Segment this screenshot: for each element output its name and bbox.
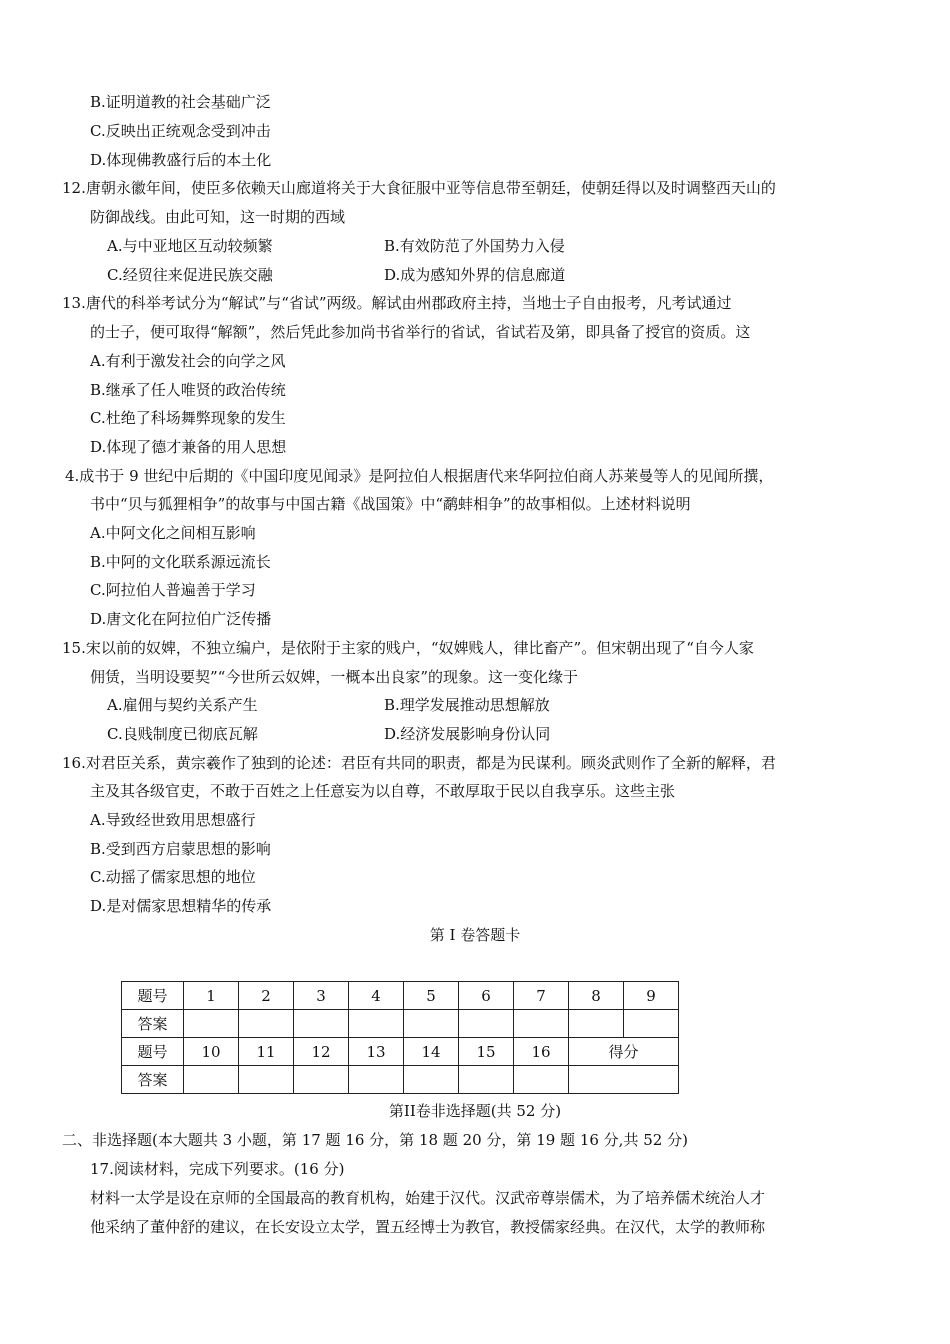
question-number-cell: 9 bbox=[624, 982, 679, 1010]
q13-option-d: D.体现了德才兼备的用人思想 bbox=[90, 438, 287, 456]
answer-cell[interactable] bbox=[349, 1066, 404, 1094]
q13-stem-line2: 的士子，便可取得“解额”，然后凭此参加尚书省举行的省试，省试若及第，即具备了授官的资质。这 bbox=[90, 323, 751, 341]
q15-option-a: A.雇佣与契约关系产生 bbox=[107, 696, 258, 714]
q15-option-b: B.理学发展推动思想解放 bbox=[384, 696, 550, 714]
answer-cell[interactable] bbox=[404, 1010, 459, 1038]
question-number-cell: 5 bbox=[404, 982, 459, 1010]
row-label-answer: 答案 bbox=[122, 1010, 184, 1038]
question-number-cell: 12 bbox=[294, 1038, 349, 1066]
question-number-cell: 16 bbox=[514, 1038, 569, 1066]
answer-cell[interactable] bbox=[349, 1010, 404, 1038]
q16-stem-line1: 16.对君臣关系，黄宗羲作了独到的论述：君臣有共同的职责，都是为民谋利。顾炎武则作了全新的解释，君 bbox=[62, 754, 776, 772]
answer-cell[interactable] bbox=[569, 1010, 624, 1038]
table-row bbox=[122, 1010, 679, 1038]
question-number-cell: 6 bbox=[459, 982, 514, 1010]
q17-heading: 17.阅读材料，完成下列要求。(16 分) bbox=[90, 1160, 345, 1178]
row-label-number: 题号 bbox=[122, 982, 184, 1010]
table-row bbox=[122, 1038, 679, 1066]
q15-option-d: D.经济发展影响身份认同 bbox=[384, 725, 551, 743]
q12-stem-line1: 12.唐朝永徽年间，使臣多依赖天山廊道将关于大食征服中亚等信息带至朝廷，使朝廷得以及时调整西天山的 bbox=[62, 179, 776, 197]
q14-option-a: A.中阿文化之间相互影响 bbox=[90, 524, 256, 542]
score-cell[interactable] bbox=[569, 1066, 679, 1094]
answer-cell[interactable] bbox=[184, 1066, 239, 1094]
q12-option-d: D.成为感知外界的信息廊道 bbox=[384, 266, 566, 284]
part2-title: 第II卷非选择题(共 52 分) bbox=[388, 1102, 562, 1120]
q16-option-d: D.是对儒家思想精华的传承 bbox=[90, 897, 272, 915]
answer-cell[interactable] bbox=[459, 1066, 514, 1094]
table-row bbox=[122, 1066, 679, 1094]
question-number-cell: 3 bbox=[294, 982, 349, 1010]
answer-cell[interactable] bbox=[514, 1066, 569, 1094]
q13-stem-line1: 13.唐代的科举考试分为“解试”与“省试”两级。解试由州郡政府主持，当地士子自由报考，凡考试通过 bbox=[62, 294, 732, 312]
q11-option-c: C.反映出正统观念受到冲击 bbox=[90, 122, 271, 140]
q14-stem-line2: 书中“贝与狐狸相争”的故事与中国古籍《战国策》中“鹬蚌相争”的故事相似。上述材料说明 bbox=[90, 495, 691, 513]
q12-option-a: A.与中亚地区互动较频繁 bbox=[107, 237, 273, 255]
question-number-cell: 11 bbox=[239, 1038, 294, 1066]
q11-option-d: D.体现佛教盛行后的本土化 bbox=[90, 151, 272, 169]
table-row bbox=[122, 982, 679, 1010]
q16-option-a: A.导致经世致用思想盛行 bbox=[90, 811, 256, 829]
q14-option-b: B.中阿的文化联系源远流长 bbox=[90, 553, 271, 571]
question-number-cell: 14 bbox=[404, 1038, 459, 1066]
question-number-cell: 1 bbox=[184, 982, 239, 1010]
answer-cell[interactable] bbox=[459, 1010, 514, 1038]
q16-option-c: C.动摇了儒家思想的地位 bbox=[90, 868, 256, 886]
question-number-cell: 2 bbox=[239, 982, 294, 1010]
answer-cell[interactable] bbox=[184, 1010, 239, 1038]
answer-cell[interactable] bbox=[239, 1066, 294, 1094]
answer-cell[interactable] bbox=[514, 1010, 569, 1038]
answer-cell[interactable] bbox=[239, 1010, 294, 1038]
question-number-cell: 15 bbox=[459, 1038, 514, 1066]
q13-option-a: A.有利于激发社会的向学之风 bbox=[90, 352, 286, 370]
score-label: 得分 bbox=[569, 1038, 679, 1066]
q17-material-line2: 他采纳了董仲舒的建议，在长安设立太学，置五经博士为教官，教授儒家经典。在汉代，太学的教师称 bbox=[90, 1218, 766, 1236]
q15-stem-line2: 佣赁，当明设要契”“今世所云奴婢，一概本出良家”的现象。这一变化缘于 bbox=[90, 668, 579, 686]
q14-option-c: C.阿拉伯人普遍善于学习 bbox=[90, 581, 256, 599]
row-label-number: 题号 bbox=[122, 1038, 184, 1066]
q12-stem-line2: 防御战线。由此可知，这一时期的西域 bbox=[90, 208, 346, 226]
row-label-answer: 答案 bbox=[122, 1066, 184, 1094]
answer-card-table bbox=[121, 981, 679, 1094]
question-number-cell: 7 bbox=[514, 982, 569, 1010]
q12-option-c: C.经贸往来促进民族交融 bbox=[107, 266, 273, 284]
q15-stem-line1: 15.宋以前的奴婢，不独立编户，是依附于主家的贱户，“奴婢贱人，律比畜产”。但宋朝出现了“自今人家 bbox=[62, 639, 754, 657]
q12-option-b: B.有效防范了外国势力入侵 bbox=[384, 237, 565, 255]
question-number-cell: 13 bbox=[349, 1038, 404, 1066]
q16-option-b: B.受到西方启蒙思想的影响 bbox=[90, 840, 271, 858]
question-number-cell: 8 bbox=[569, 982, 624, 1010]
q13-option-b: B.继承了任人唯贤的政治传统 bbox=[90, 381, 286, 399]
answer-card-title: 第 I 卷答题卡 bbox=[429, 926, 521, 944]
answer-cell[interactable] bbox=[404, 1066, 459, 1094]
answer-cell[interactable] bbox=[294, 1010, 349, 1038]
part2-section-heading: 二、非选择题(本大题共 3 小题，第 17 题 16 分，第 18 题 20 分，第 19 题 16 分,共 52 分) bbox=[62, 1131, 688, 1149]
q16-stem-line2: 主及其各级官吏，不敢于百姓之上任意妄为以自尊，不敢厚取于民以自我享乐。这些主张 bbox=[90, 782, 676, 800]
q14-stem-line1: 4.成书于 9 世纪中后期的《中国印度见闻录》是阿拉伯人根据唐代来华阿拉伯商人苏莱曼等人的见闻所撰， bbox=[65, 467, 774, 485]
question-number-cell: 4 bbox=[349, 982, 404, 1010]
q11-option-b: B.证明道教的社会基础广泛 bbox=[90, 93, 271, 111]
q14-option-d: D.唐文化在阿拉伯广泛传播 bbox=[90, 610, 272, 628]
answer-cell[interactable] bbox=[624, 1010, 679, 1038]
q15-option-c: C.良贱制度已彻底瓦解 bbox=[107, 725, 258, 743]
answer-cell[interactable] bbox=[294, 1066, 349, 1094]
q13-option-c: C.杜绝了科场舞弊现象的发生 bbox=[90, 409, 286, 427]
q17-material-line1: 材料一太学是设在京师的全国最高的教育机构，始建于汉代。汉武帝尊崇儒术，为了培养儒术统治人才 bbox=[90, 1189, 766, 1207]
question-number-cell: 10 bbox=[184, 1038, 239, 1066]
